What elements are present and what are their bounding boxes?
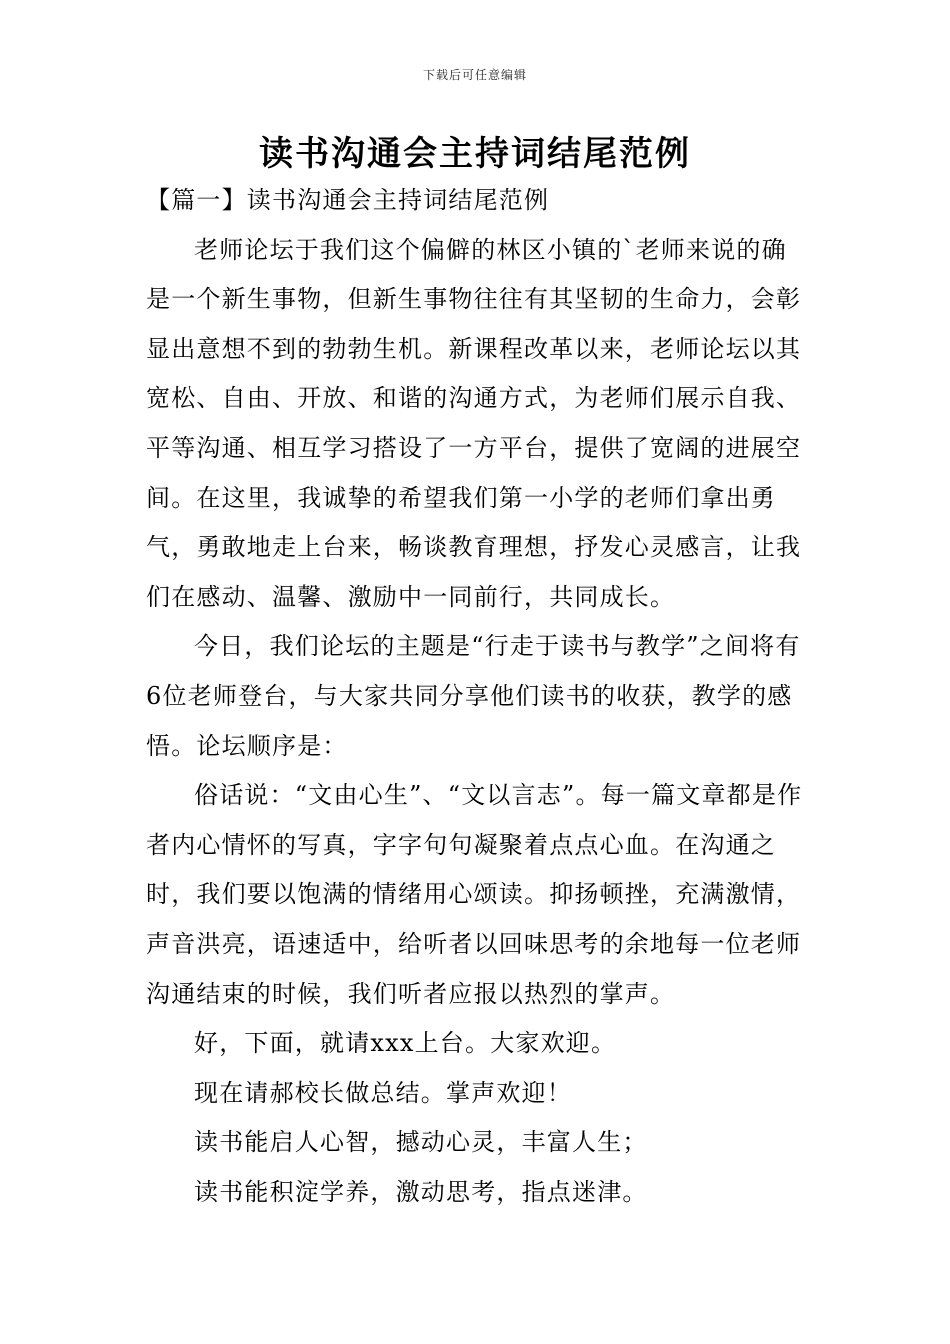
paragraph-2: 今日，我们论坛的主题是“行走于读书与教学”之间将有6位老师登台，与大家共同分享他们读书的收获，教学的感悟。论坛顺序是： xyxy=(146,632,801,760)
paragraph-7: 读书能积淀学养，激动思考，指点迷津。 xyxy=(194,1177,648,1206)
section-heading: 【篇一】读书沟通会主持词结尾范例 xyxy=(146,186,550,214)
document-body xyxy=(146,176,808,1217)
paragraph-3: 俗话说：“文由心生”、“文以言志”。每一篇文章都是作者内心情怀的写真，字字句句凝聚着点点心血。在沟通之时，我们要以饱满的情绪用心颂读。抑扬顿挫，充满激情，声音洪亮，语速适中，给听者以回味思考的余地每一位老师沟通结束的时候，我们听者应报以热烈的掌声。 xyxy=(146,781,803,1008)
paragraph-4: 好，下面，就请xxx上台。大家欢迎。 xyxy=(194,1029,617,1058)
document-title: 读书沟通会主持词结尾范例 xyxy=(259,134,691,174)
paragraph-5: 现在请郝校长做总结。掌声欢迎！ xyxy=(194,1078,572,1107)
paragraph-1: 老师论坛于我们这个偏僻的林区小镇的`老师来说的确是一个新生事物，但新生事物往往有其坚韧的生命力，会彰显出意想不到的勃勃生机。新课程改革以来，老师论坛以其宽松、自由、开放、和谐的沟通方式，为老师们展示自我、平等沟通、相互学习搭设了一方平台，提供了宽阔的进展空间。在这里，我诚挚的希望我们第一小学的老师们拿出勇气，勇敢地走上台来，畅谈教育理想，抒发心灵感言，让我们在感动、温馨、激励中一同前行，共同成长。 xyxy=(146,235,802,611)
paragraph-6: 读书能启人心智，撼动心灵，丰富人生； xyxy=(194,1128,648,1157)
header-note: 下载后可任意编辑 xyxy=(422,68,527,82)
